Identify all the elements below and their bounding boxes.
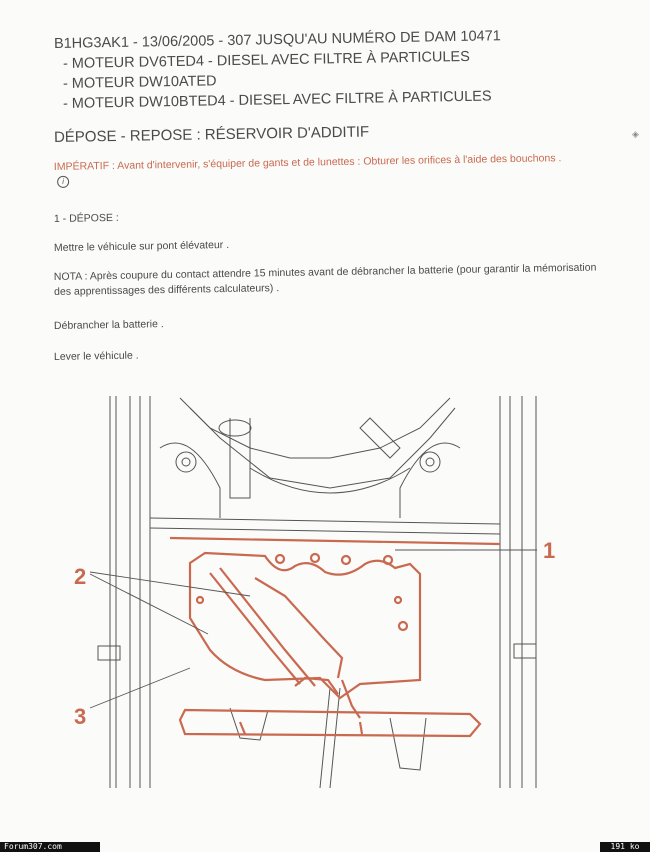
header-line-2: - MOTEUR DV6TED4 - DIESEL AVEC FILTRE À PARTICULES <box>62 48 470 72</box>
footer-size-label: 191 ko <box>600 842 650 852</box>
header-line-4: - MOTEUR DW10BTED4 - DIESEL AVEC FILTRE À PARTICULES <box>62 88 492 112</box>
technical-diagram <box>74 388 560 796</box>
footer-site-label: Forum307.com <box>0 842 100 852</box>
header-line-1: B1HG3AK1 - 13/06/2005 - 307 JUSQU'AU NUMÉRO DE DAM 10471 <box>53 28 501 52</box>
imperatif-note <box>54 151 574 190</box>
callout-1: 1 <box>543 538 556 563</box>
callout-3: 3 <box>74 704 87 729</box>
imperatif-text: Avant d'intervenir, s'équiper de gants et de lunettes : Obturer les orifices à l'aide des bouchons . <box>117 152 562 172</box>
corner-mark-icon: ◈ <box>632 129 639 139</box>
section-title: DÉPOSE - REPOSE : RÉSERVOIR D'ADDITIF <box>53 123 370 146</box>
paragraph-1: Mettre le véhicule sur pont élévateur . <box>53 238 230 254</box>
imperatif-label: IMPÉRATIF : <box>53 159 116 174</box>
paragraph-4: Lever le véhicule . <box>53 349 139 363</box>
callout-2: 2 <box>74 564 87 589</box>
step-title: 1 - DÉPOSE : <box>53 211 119 225</box>
nota-paragraph: NOTA : Après coupure du contact attendre 15 minutes avant de débrancher la batterie (pour garantir la mémorisation des apprentissages des différents calculateurs) . <box>53 261 597 298</box>
header-line-3: - MOTEUR DW10ATED <box>62 73 217 92</box>
info-icon[interactable]: i <box>57 176 69 188</box>
paragraph-3: Débrancher la batterie . <box>53 318 164 332</box>
